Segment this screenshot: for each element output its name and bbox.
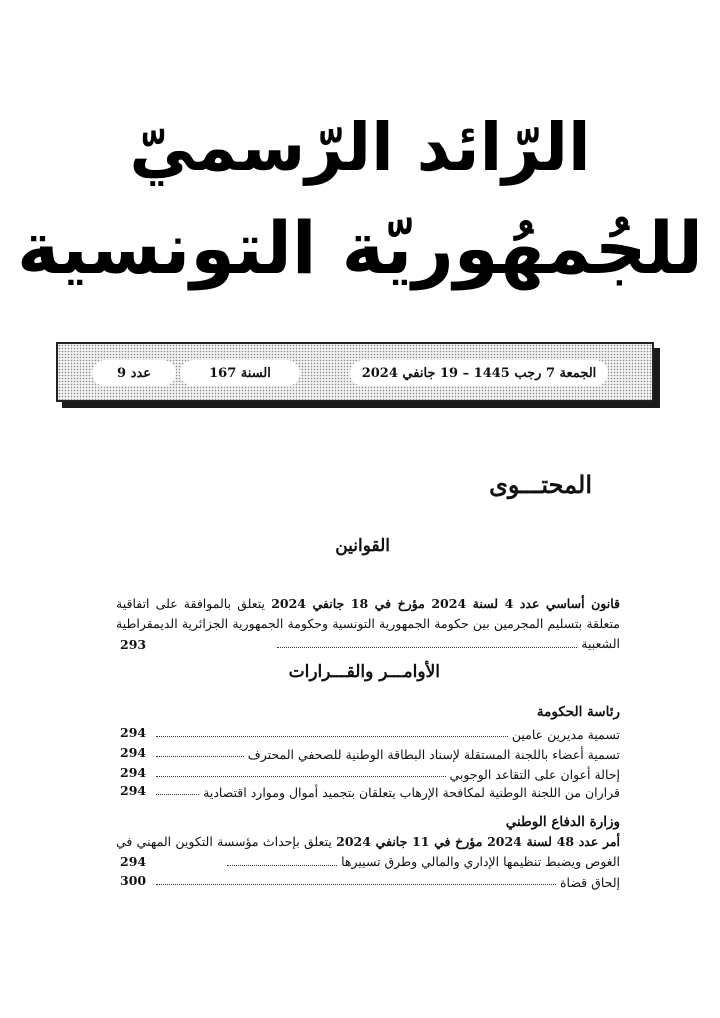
dotted-leader <box>156 735 508 737</box>
list-item-page: 294 <box>120 783 147 798</box>
list-item-text: تسمية مديرين عامين <box>511 727 620 742</box>
issue-banner <box>56 342 654 402</box>
law-entry-title: قانون أساسي عدد 4 لسنة 2024 مؤرخ في 18 جانفي 2024 <box>271 596 620 611</box>
dotted-leader <box>156 755 244 757</box>
list-item-page: 294 <box>120 725 147 740</box>
list-item[interactable] <box>116 870 620 890</box>
dotted-leader <box>277 647 577 648</box>
list-item-page: 300 <box>120 873 147 888</box>
list-item[interactable] <box>116 742 620 762</box>
gazette-masthead <box>0 100 720 300</box>
list-item-text: إلحاق قضاة <box>559 875 620 890</box>
masthead-title-line2: للجُمهُوريّة التونسية <box>16 206 704 290</box>
orders-heading: الأوامـــر والقـــرارات <box>288 662 440 682</box>
law-entry[interactable] <box>116 594 620 654</box>
order-entry-page: 294 <box>120 854 147 869</box>
list-item-page: 294 <box>120 745 147 760</box>
law-entry-text: يتعلق بالموافقة على اتفاقية متعلقة بتسليم المجرمين بين حكومة الجمهورية التونسية وحكومة الجمهورية الجزائرية الديمقراطية الشعبية <box>116 596 620 651</box>
dotted-leader <box>227 865 337 866</box>
dotted-leader <box>156 883 556 885</box>
list-item[interactable] <box>116 762 620 782</box>
issue-number: عدد 9 <box>92 360 176 386</box>
dotted-leader <box>156 775 446 777</box>
order-entry-text: يتعلق بإحداث مؤسسة التكوين المهني في الغوص ويضبط تنظيمها الإداري والمالي وطرق تسييرها <box>116 834 620 869</box>
masthead-title-line1: الرّائد الرّسميّ <box>129 109 591 186</box>
list-item[interactable] <box>116 780 620 800</box>
list-item-text: قراران من اللجنة الوطنية لمكافحة الإرهاب يتعلقان بتجميد أموال وموارد اقتصادية <box>203 785 620 800</box>
section-heading-defence: وزارة الدفاع الوطني <box>505 814 620 830</box>
law-entry-page: 293 <box>120 637 147 652</box>
contents-title: المحتـــوى <box>489 470 592 499</box>
list-item-page: 294 <box>120 765 147 780</box>
list-item-text: تسمية أعضاء باللجنة المستقلة لإسناد البطاقة الوطنية للصحفي المحترف <box>247 747 620 762</box>
section-heading-government: رئاسة الحكومة <box>536 704 620 720</box>
list-item-text: إحالة أعوان على التقاعد الوجوبي <box>449 767 620 782</box>
dotted-leader <box>156 793 199 795</box>
order-entry-title: أمر عدد 48 لسنة 2024 مؤرخ في 11 جانفي 2024 <box>336 834 621 849</box>
laws-heading: القوانين <box>335 536 390 556</box>
issue-date: الجمعة 7 رجب 1445 – 19 جانفي 2024 <box>350 360 608 386</box>
issue-year: السنة 167 <box>180 360 300 386</box>
list-item[interactable] <box>116 722 620 742</box>
order-entry[interactable] <box>116 832 620 872</box>
